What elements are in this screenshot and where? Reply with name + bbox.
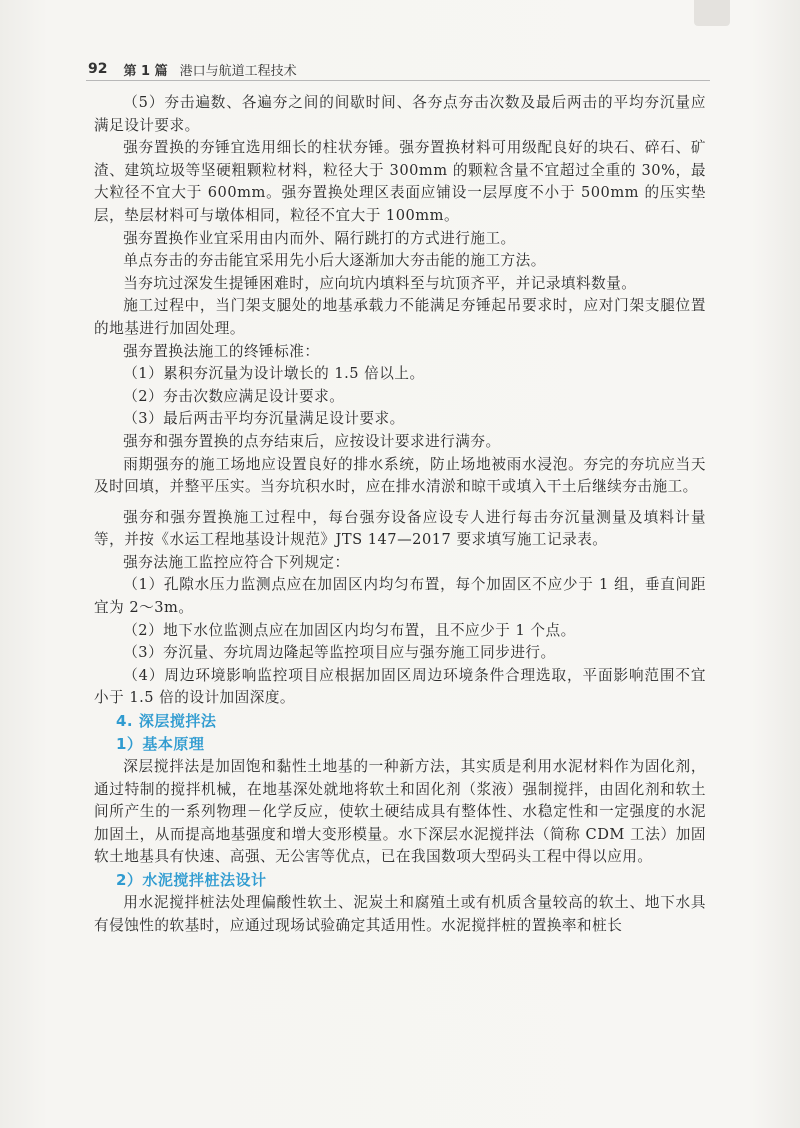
paragraph: 用水泥搅拌桩法处理偏酸性软土、泥炭土和腐殖土或有机质含量较高的软土、地下水具有侵蚀性的软基时，应通过现场试验确定其适用性。水泥搅拌桩的置换率和桩长: [94, 894, 706, 934]
list-item: （3）夯沉量、夯坑周边隆起等监控项目应与强夯施工同步进行。: [123, 644, 556, 662]
list-item: （2）地下水位监测点应在加固区内均匀布置，且不应少于 1 个点。: [123, 621, 576, 639]
list-item: （4）周边环境影响监控项目应根据加固区周边环境条件合理选取，平面影响范围不宜小于 1.5 倍的设计加固深度。: [94, 666, 706, 707]
list-item: （2）夯击次数应满足设计要求。: [123, 387, 345, 405]
paragraph: 深层搅拌法是加固饱和黏性土地基的一种新方法，其实质是利用水泥材料作为固化剂，通过特制的搅拌机械，在地基深处就地将软土和固化剂（浆液）强制搅拌，由固化剂和软土间所产生的一系列物理－化学反应，使软土硬结成具有整体性、水稳定性和一定强度的水泥加固土，从而提高地基强度和增大变形模量。水下深层水泥搅拌法（简称 CDM 工法）加固软土地基具有快速、高强、无公害等优点，已在我国数项大型码头工程中得以应用。: [94, 758, 706, 866]
part-label: 第 1 篇: [123, 63, 168, 79]
paragraph: （5）夯击遍数、各遍夯之间的间歇时间、各夯点夯击次数及最后两击的平均夯沉量应满足设计要求。: [94, 94, 706, 134]
subsection-heading: 1）基本原理: [116, 735, 205, 754]
paragraph: 强夯置换作业宜采用由内而外、隔行跳打的方式进行施工。: [123, 229, 516, 247]
paragraph: 强夯和强夯置换的点夯结束后，应按设计要求进行满夯。: [123, 432, 501, 450]
paragraph: 强夯和强夯置换施工过程中，每台强夯设备应设专人进行每击夯沉量测量及填料计量等，并按《水运工程地基设计规范》JTS 147—2017 要求填写施工记录表。: [94, 508, 706, 549]
part-title: 港口与航道工程技术: [179, 63, 297, 79]
paragraph: 强夯置换法施工的终锤标准：: [123, 342, 320, 360]
paragraph: 强夯置换的夯锤宜选用细长的柱状夯锤。强夯置换材料可用级配良好的块石、碎石、矿渣、建筑垃圾等坚硬粗颗粒材料，粒径大于 300mm 的颗粒含量不宜超过全重的 30%，最大粒径不宜大于 600mm。强夯置换处理区表面应铺设一层厚度不小于 500mm 的压实垫层，垫层材料可与墩体相同，粒径不宜大于 100mm。: [94, 139, 706, 224]
list-item: （3）最后两击平均夯沉量满足设计要求。: [123, 410, 405, 428]
paragraph: 施工过程中，当门架支腿处的地基承载力不能满足夯锤起吊要求时，应对门架支腿位置的地基进行加固处理。: [94, 297, 706, 337]
paragraph: 雨期强夯的施工场地应设置良好的排水系统，防止场地被雨水浸泡。夯完的夯坑应当天及时回填，并整平压实。当夯坑积水时，应在排水清淤和晾干或填入干土后继续夯击施工。: [94, 455, 706, 496]
subsection-heading: 2）水泥搅拌桩法设计: [116, 871, 267, 889]
paragraph: 强夯法施工监控应符合下列规定：: [123, 553, 350, 571]
section-heading: 4. 深层搅拌法: [116, 712, 217, 731]
header-divider: [86, 80, 710, 81]
list-item: （1）累积夯沉量为设计墩长的 1.5 倍以上。: [123, 365, 425, 383]
running-header: [88, 58, 708, 80]
page-tab-marker: [694, 0, 730, 26]
paragraph: 当夯坑过深发生提锤困难时，应向坑内填料至与坑顶齐平，并记录填料数量。: [123, 274, 637, 292]
page-number: 92: [88, 61, 108, 77]
paragraph: 单点夯击的夯击能宜采用先小后大逐渐加大夯击能的施工方法。: [123, 252, 546, 270]
list-item: （1）孔隙水压力监测点应在加固区内均匀布置，每个加固区不应少于 1 组，垂直间距宜为 2～3m。: [94, 576, 706, 617]
body-text: [94, 92, 706, 937]
